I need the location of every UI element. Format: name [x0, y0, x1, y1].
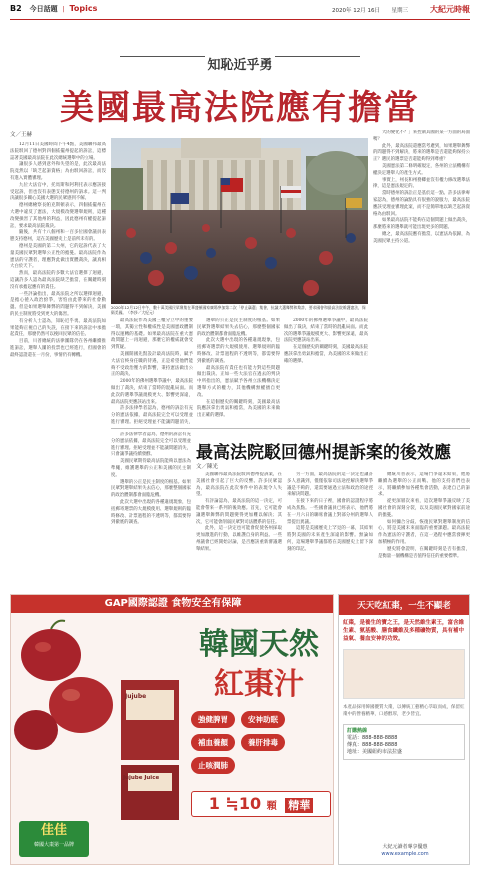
header-rule [10, 19, 470, 20]
feature-badge: 補血養顏 [191, 734, 235, 751]
paragraph: 許多法律學者認為，德州的訴訟有充分的憲法依據，最高法院完全可以受理並進行審理。拒絕受理並不能讓問題消失， [111, 406, 193, 424]
contact-phone[interactable]: 電話：888-888-8888 [347, 735, 398, 741]
feature-badge: 強健脾胃 [191, 711, 235, 728]
paragraph: 最高法院作為美國三權分立中的重要一環，其獨立性和權威性是美國憲政體制得以運轉的基礎。如果最高法院在重大憲政問題上一再迴避，那麼它的權威就會受到質疑。 [111, 318, 193, 351]
pack-label-2: Jujube Juice [123, 775, 160, 781]
paper-short-name: 今日話題 [29, 5, 58, 13]
feature-badge: 止咳潤肺 [191, 757, 235, 774]
paragraph: 12月11日美國時間下午4點，美國聯邦最高法院駁回了德州對四個搖擺州提起的訴訟，這標誌著美國最高法院在此次總統選舉中的立場。 [10, 142, 106, 161]
ad-intro: 紅棗，是養生的寶之王，是天然維生素王，富含維生素、氨基酸、膳食纖維及多種礦物質，具有補中益氣、養血安神的功效。 [343, 620, 465, 642]
paragraph: 總統川普表示，這場鬥爭遠未結束，他將繼續為選舉的公正而戰。他的支持者們也表示，將繼續參加各種集會活動，表達自己的訴求。 [378, 472, 470, 498]
paragraph: 美國民眾期待最高法院能夠以憲法為準繩，維護選舉的公正和美國的民主制度。 [111, 459, 191, 478]
article2-headline: 最高法院駁回德州提訴案的後效應 [196, 443, 451, 463]
paragraph: 在這個歷史的關鍵時刻，美國最高法院應該拿出勇氣和擔當，為美國的未來做出正確的選擇。 [197, 399, 280, 419]
paragraph: 選舉的公正是民主制度的根基。如果民眾對選舉結果失去信心，那麼整個國家的政治體制都會面臨危機。 [111, 479, 191, 499]
paragraph: 許多法律學者認為，德州的訴訟有充分的憲法依據，最高法院完全可以受理並進行審理。拒絕受理並不能讓問題消失，只會讓爭議持續發酵。 [111, 432, 191, 458]
paragraph: 當時德州的訴訟正是基於這一點。許多法律專家認為，德州的論點具有很強的說服力，最高法院應該受理並審理此案，而不是簡單地以缺乏起訴資格為由駁回。 [373, 191, 470, 217]
product-image-placeholder [343, 649, 465, 699]
paragraph: 隨後，共有十八個州和一百多位國會議員表態支持德州，這在美國歷史上是前所未有的。 [10, 230, 106, 243]
jujube-juice-ad[interactable] [10, 594, 334, 865]
contact-fax: 傳真：888-888-8888 [347, 742, 398, 748]
section-divider [111, 428, 470, 429]
paragraph: 另一方面，最高法院的這一決定也讓許多人意識到，僅僅依靠司法途徑解決選舉爭議是不夠的，還需要通過立法和政治的途徑來解決問題。 [287, 472, 373, 498]
photo-caption: 2020年12月12日中午，數十萬美國民眾聚集在華盛頓國家廣場參加第二次「停止竊選」集會，抗議大選舞弊和欺詐，要求國會和最高法院維護憲法，保衛美國。（李莎／大紀元） [111, 305, 366, 315]
paragraph: 讓很多人感到意外和失望的是，此次最高法院竟然以「缺乏起訴資格」為由駁回訴訟，而沒有進入實體審理。 [10, 162, 106, 181]
contact-box [343, 724, 465, 760]
feature-badge: 養肝排毒 [241, 734, 285, 751]
equation-right: 精華 [285, 798, 313, 813]
rally-photo [111, 138, 368, 304]
equation-middle: ≒10 [225, 794, 262, 813]
paragraph: 一些評論指出，最高法院之所以選擇迴避，是擔心捲入政治紛爭，害怕由此帶來的社會動盪。但是如果選舉舞弊的問題得不到解決，美國的民主制度將受到更大的傷害。 [10, 291, 106, 317]
logo-text: 佳佳 [40, 823, 67, 838]
paragraph: 此外，最高法院還應當考慮到，如果選舉舞弊的問題得不到解決，將來的選舉是否還能夠保持公正？選民的選票是否還能夠得到尊重？ [373, 143, 470, 163]
ad-footer-line-1: 大紀元讀者專享優惠 [382, 844, 428, 850]
paragraph: 目前，川普總統的法律團隊仍在各州繼續推進訴訟，選舉人團的投票也已經進行，但國會的最終認證還在一月份，事情仍有轉機。 [10, 339, 106, 358]
paragraph: 有評論認為，最高法院的這一決定，可能會帶來一系列的後效應。首先，它可能會讓選舉舞弊的問題變得更加難以解決；其次，它可能會削弱民眾對司法體系的信任。 [196, 499, 282, 525]
article-column-3 [197, 318, 280, 424]
article-column-1 [10, 142, 106, 584]
jujube-fruit-illustration [11, 615, 121, 765]
brand-logo [19, 821, 89, 857]
paragraph: 美國憲法第二條明確規定，各州的立法機構有權決定選舉人的產生方式。 [373, 163, 470, 176]
issue-date: 2020年 12月 16日 [332, 8, 380, 14]
paragraph: 從更深層次來看，這次選舉爭議反映了美國社會的深刻分裂，以及美國民眾對國家前途的擔憂。 [378, 499, 470, 518]
paragraph: 最高法院有責任也有能力對這些問題做出裁決。正如一些大法官在過去的判決中所指出的，憲法賦予各州立法機構決定選舉方式的權力，其他機構無權擅自更改。 [197, 365, 280, 398]
article2-column-2 [287, 472, 373, 584]
paragraph: 然而，最高法院的多數大法官選擇了迴避，這讓許多人認為最高法院缺乏擔當，在關鍵時刻沒有承擔起應有的責任。 [10, 271, 106, 290]
paragraph: 事實上，州長和州務卿並沒有權力修改選舉法律，這是憲法規定的。 [373, 177, 470, 190]
paragraph: 美國聯邦最高法院駁回德州提訴案，在美國社會引起了巨大的反響。許多民眾認為，最高法院在此次事件中的表現令人失望。 [196, 472, 282, 498]
page-header: B2 今日話題 | Topics 2020年 12月 16日 星期三 大紀元時報 [10, 4, 470, 14]
paragraph: 美國開國先賢設計最高法院時，賦予大法官終身任職的待遇，正是希望他們能夠不受政治壓力的影響，秉持憲法做出公正的裁決。 [111, 351, 193, 378]
pack-label: Jujube [125, 693, 147, 700]
paragraph: 在接下來的日子裡，國會的認證程序將成為焦點。一些國會議員已經表示，他們將在一月六日的聯席會議上對部分州的選舉人票提出異議。 [287, 499, 373, 525]
article-column-2 [111, 318, 193, 424]
article2-column-1 [196, 472, 282, 584]
rally-photo-image [111, 138, 368, 304]
paragraph: 如何彌合分歧、恢復民眾對選舉制度的信心，將是美國未來面臨的重要課題。最高法院作為憲法的守護者，在這一過程中應當發揮更加積極的作用。 [378, 519, 470, 545]
feature-badge: 安神助眠 [241, 711, 285, 728]
page-number: B2 [10, 4, 22, 13]
article-kicker: 知恥近乎勇 [207, 58, 273, 73]
contact-title: 訂購熱線 [347, 728, 368, 734]
article-headline: 美國最高法院應有擔當 [60, 88, 420, 128]
paragraph: 此次大選中出現的各種違規現象，包括郵寄選票的大規模使用、選舉規則的臨時修改、計票過程的不透明等，都需要得到徹底的調查。 [111, 499, 191, 526]
paragraph: 這將是美國歷史上罕見的一幕，其結果將對美國的未來產生深遠的影響。無論如何，這場選舉爭議都將在美國歷史上留下深刻的印記。 [287, 526, 373, 552]
article-column-3b [284, 318, 368, 424]
ad-small-print: 本產品採用韓國優質大棗，以傳統工藝精心萃取而成，保留紅棗中的營養精華，口感醇厚，老少皆宜。 [343, 705, 465, 717]
ad-footer-link[interactable]: www.example.com [381, 851, 429, 857]
equation-box [191, 791, 331, 817]
jujube-info-ad[interactable] [338, 594, 470, 865]
paragraph: 2000年的佛州選舉爭議中，最高法院做出了裁決，結束了當時的混亂局面。而此次的選舉爭議規模更大、影響更深遠，最高法院更應該站出來。 [111, 379, 193, 405]
ad-title-line-1: 韓國天然 [199, 627, 319, 662]
section-name: Topics [69, 4, 98, 13]
paragraph: 德州總檢察長帕克斯頓表示，四個搖擺州在大選中違反了憲法，大規模改變選舉規則，這種改變損害了其他州的利益，因此德州有權提起訴訟，要求最高法院裁決。 [10, 203, 106, 229]
paragraph: 2000年的佛州選舉爭議中，最高法院做出了裁決，結束了當時的混亂局面。而此次的選舉爭議規模更大、影響更深遠，最高法院更應該站出來。 [284, 318, 368, 344]
ad-title-line-2: 紅棗汁 [214, 667, 304, 702]
paragraph: 德州是美國的第二大州，它的起訴代表了大量美國民眾對選舉公正性的擔憂。最高法院作為憲法的守護者，理應對此做出實體裁決，讓真相大白於天下。 [10, 243, 106, 270]
equation-left: 1 [208, 794, 220, 813]
masthead-logo: 大紀元時報 [430, 5, 470, 14]
issue-weekday: 星期三 [391, 8, 408, 14]
ad-footer [343, 844, 467, 858]
ad-slogan: 天天吃紅棗，一生不顯老 [339, 595, 469, 615]
paragraph: 在這個歷史的關鍵時刻，美國最高法院應該拿出勇氣和擔當，為美國的未來做出正確的選擇。 [284, 345, 368, 364]
article2-byline: 文／陳光 [196, 464, 219, 470]
logo-subtitle: 韓國大棗第一品牌 [33, 842, 74, 848]
article-column-2-continued [111, 432, 191, 584]
paragraph: 大的變化不？」來控制其國的某一方面的局面嗎？ [373, 130, 470, 142]
ad-banner: GAP國際認證 食物安全有保障 [11, 595, 334, 613]
article-byline: 文／王赫 [10, 132, 33, 138]
paragraph: 選舉的公正是民主制度的根基。如果民眾對選舉結果失去信心，那麼整個國家的政治體制都會面臨危機。 [197, 318, 280, 337]
article2-column-3 [378, 472, 470, 584]
paragraph: 如果最高法院不能夠在這個問題上做出裁決，那麼將來的選舉就可能出現更多的問題。 [373, 218, 470, 231]
article-column-4 [373, 130, 470, 424]
equation-unit: 顆 [266, 801, 277, 812]
paragraph: 有分析人士認為，知恥近乎勇。最高法院如果能夠正視自己的失誤，在接下來的訴訟中承擔起責任，那麼仍然可以挽回民眾的信任。 [10, 318, 106, 338]
contact-address: 地址：美國紐約市法拉盛 [347, 749, 403, 755]
paragraph: 總之，最高法院應有擔當，以憲法為依歸，為美國民眾主持公道。 [373, 231, 470, 244]
paragraph: 此外，這一決定也可能會促使各州採取更加激進的行動，以維護自身的利益。一些州議會已經開始討論，是否應該重新審議選舉結果。 [196, 526, 282, 552]
paragraph: 此次大選中出現的各種違規現象，包括郵寄選票的大規模使用、選舉規則的臨時修改、計票過程的不透明等，都需要得到徹底的調查。 [197, 338, 280, 364]
paragraph: 歷史將會證明，在關鍵時刻是否有擔當，是衡量一個機構是否值得信任的重要標準。 [378, 546, 470, 559]
paragraph: 九位大法官中，托馬斯和阿利托表示應該接受起訴，但也沒有表態支持德州的訴求。這一判決讓很多關心美國大選的民眾感到不解。 [10, 182, 106, 202]
